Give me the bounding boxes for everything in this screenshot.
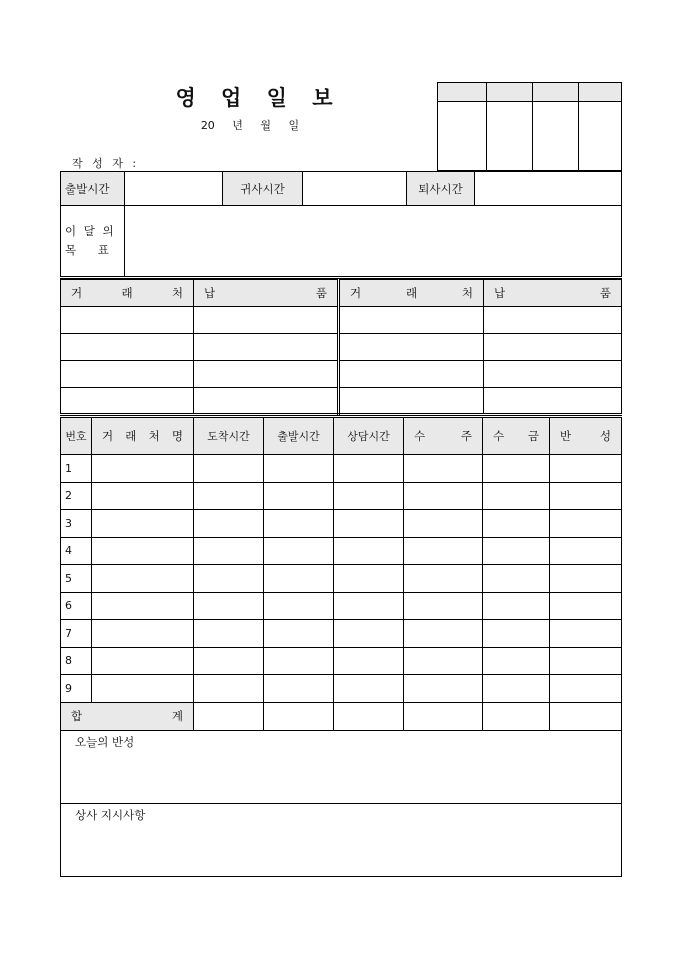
total-cell[interactable]	[404, 702, 483, 730]
collection-cell[interactable]	[483, 455, 550, 483]
row-number: 5	[61, 565, 92, 593]
supervisor-instruction-box[interactable]	[61, 803, 622, 876]
total-cell[interactable]	[550, 702, 622, 730]
arrival-cell[interactable]	[194, 455, 264, 483]
monthly-goal-label	[61, 206, 125, 278]
orders-cell[interactable]	[404, 620, 483, 648]
delivery-cell[interactable]	[339, 334, 484, 361]
delivery-cell[interactable]	[339, 307, 484, 334]
delivery-table	[60, 279, 622, 416]
departure-cell[interactable]	[264, 537, 334, 565]
approval-header-cell	[533, 83, 579, 102]
orders-cell[interactable]	[404, 510, 483, 538]
table-row	[61, 620, 622, 648]
visit-header-collection: 수 금	[483, 418, 550, 455]
return-time-field[interactable]	[303, 172, 407, 206]
visit-header-arrival: 도착시간	[194, 418, 264, 455]
visit-header-client: 거 래 처 명	[92, 418, 194, 455]
delivery-cell[interactable]	[194, 388, 339, 415]
visit-header-number: 번호	[61, 418, 92, 455]
client-cell[interactable]	[92, 675, 194, 703]
row-number: 6	[61, 592, 92, 620]
collection-cell[interactable]	[483, 482, 550, 510]
table-row	[61, 482, 622, 510]
arrival-cell[interactable]	[194, 565, 264, 593]
total-cell[interactable]	[194, 702, 264, 730]
orders-cell[interactable]	[404, 482, 483, 510]
delivery-header: 거 래 처	[61, 280, 194, 307]
arrival-cell[interactable]	[194, 482, 264, 510]
orders-cell[interactable]	[404, 592, 483, 620]
consult-cell[interactable]	[334, 510, 404, 538]
orders-cell[interactable]	[404, 455, 483, 483]
collection-cell[interactable]	[483, 565, 550, 593]
client-cell[interactable]	[92, 592, 194, 620]
date-line: 20 년 월 일	[200, 119, 300, 132]
reflection-cell[interactable]	[550, 620, 622, 648]
client-cell[interactable]	[92, 565, 194, 593]
page-title: 영 업 일 보	[175, 85, 335, 110]
delivery-cell[interactable]	[61, 307, 194, 334]
delivery-cell[interactable]	[484, 334, 622, 361]
row-number: 9	[61, 675, 92, 703]
arrival-cell[interactable]	[194, 537, 264, 565]
approval-sign-cell[interactable]	[487, 102, 533, 171]
reflection-cell[interactable]	[550, 537, 622, 565]
collection-cell[interactable]	[483, 592, 550, 620]
row-number: 3	[61, 510, 92, 538]
departure-cell[interactable]	[264, 592, 334, 620]
client-cell[interactable]	[92, 620, 194, 648]
collection-cell[interactable]	[483, 647, 550, 675]
reflection-cell[interactable]	[550, 482, 622, 510]
monthly-goal-field[interactable]	[125, 206, 622, 278]
total-cell[interactable]	[264, 702, 334, 730]
approval-sign-cell[interactable]	[533, 102, 579, 171]
delivery-cell[interactable]	[339, 361, 484, 388]
daily-reflection-box[interactable]	[61, 730, 622, 803]
orders-cell[interactable]	[404, 537, 483, 565]
arrival-cell[interactable]	[194, 620, 264, 648]
delivery-cell[interactable]	[61, 334, 194, 361]
delivery-cell[interactable]	[339, 388, 484, 415]
approval-header-cell	[438, 83, 487, 102]
consult-cell[interactable]	[334, 565, 404, 593]
row-number: 4	[61, 537, 92, 565]
table-row	[61, 675, 622, 703]
table-row	[61, 455, 622, 483]
consult-cell[interactable]	[334, 592, 404, 620]
reflection-cell[interactable]	[550, 675, 622, 703]
reflection-cell[interactable]	[550, 510, 622, 538]
approval-header-cell	[579, 83, 622, 102]
return-time-label: 귀사시간	[223, 172, 303, 206]
reflection-cell[interactable]	[550, 592, 622, 620]
delivery-cell[interactable]	[484, 307, 622, 334]
consult-cell[interactable]	[334, 537, 404, 565]
consult-cell[interactable]	[334, 482, 404, 510]
total-label: 합 계	[61, 702, 194, 730]
table-row	[61, 537, 622, 565]
visit-header-orders: 수 주	[404, 418, 483, 455]
total-cell[interactable]	[334, 702, 404, 730]
reflection-cell[interactable]	[550, 455, 622, 483]
client-cell[interactable]	[92, 537, 194, 565]
delivery-cell[interactable]	[194, 361, 339, 388]
approval-sign-cell[interactable]	[438, 102, 487, 171]
supervisor-instruction-label: 상사 지시사항	[75, 807, 146, 822]
row-number: 8	[61, 647, 92, 675]
departure-cell[interactable]	[264, 565, 334, 593]
delivery-cell[interactable]	[194, 334, 339, 361]
delivery-header: 납 품	[194, 280, 339, 307]
reflection-cell[interactable]	[550, 647, 622, 675]
row-number: 2	[61, 482, 92, 510]
departure-cell[interactable]	[264, 455, 334, 483]
table-row	[61, 510, 622, 538]
approval-sign-cell[interactable]	[579, 102, 622, 171]
departure-cell[interactable]	[264, 482, 334, 510]
client-cell[interactable]	[92, 647, 194, 675]
client-cell[interactable]	[92, 455, 194, 483]
depart-time-field[interactable]	[125, 172, 223, 206]
delivery-header: 납 품	[484, 280, 622, 307]
arrival-cell[interactable]	[194, 510, 264, 538]
collection-cell[interactable]	[483, 510, 550, 538]
delivery-cell[interactable]	[61, 388, 194, 415]
departure-cell[interactable]	[264, 647, 334, 675]
orders-cell[interactable]	[404, 647, 483, 675]
consult-cell[interactable]	[334, 455, 404, 483]
approval-box	[437, 82, 622, 171]
delivery-cell[interactable]	[194, 307, 339, 334]
table-row	[61, 592, 622, 620]
leave-time-field[interactable]	[475, 172, 622, 206]
table-row	[61, 647, 622, 675]
visit-header-reflection: 반 성	[550, 418, 622, 455]
departure-cell[interactable]	[264, 510, 334, 538]
goal-label-line2: 목 표	[65, 243, 111, 257]
approval-header-cell	[487, 83, 533, 102]
reflection-cell[interactable]	[550, 565, 622, 593]
delivery-cell[interactable]	[61, 361, 194, 388]
arrival-cell[interactable]	[194, 647, 264, 675]
delivery-header: 거 래 처	[339, 280, 484, 307]
consult-cell[interactable]	[334, 675, 404, 703]
client-cell[interactable]	[92, 510, 194, 538]
collection-cell[interactable]	[483, 620, 550, 648]
delivery-cell[interactable]	[484, 361, 622, 388]
total-row	[61, 702, 622, 730]
arrival-cell[interactable]	[194, 592, 264, 620]
table-row	[61, 565, 622, 593]
daily-reflection-label: 오늘의 반성	[75, 734, 135, 749]
departure-cell[interactable]	[264, 675, 334, 703]
row-number: 7	[61, 620, 92, 648]
consult-cell[interactable]	[334, 620, 404, 648]
time-goal-table	[60, 171, 622, 279]
visit-header-departure: 출발시간	[264, 418, 334, 455]
departure-cell[interactable]	[264, 620, 334, 648]
row-number: 1	[61, 455, 92, 483]
collection-cell[interactable]	[483, 537, 550, 565]
client-cell[interactable]	[92, 482, 194, 510]
visit-header-consult: 상담시간	[334, 418, 404, 455]
goal-label-line1: 이 달 의	[65, 224, 116, 238]
visit-table	[60, 417, 622, 877]
arrival-cell[interactable]	[194, 675, 264, 703]
collection-cell[interactable]	[483, 675, 550, 703]
orders-cell[interactable]	[404, 675, 483, 703]
total-cell[interactable]	[483, 702, 550, 730]
consult-cell[interactable]	[334, 647, 404, 675]
leave-time-label: 퇴사시간	[407, 172, 475, 206]
orders-cell[interactable]	[404, 565, 483, 593]
depart-time-label: 출발시간	[61, 172, 125, 206]
writer-label: 작 성 자 :	[72, 157, 140, 170]
delivery-cell[interactable]	[484, 388, 622, 415]
